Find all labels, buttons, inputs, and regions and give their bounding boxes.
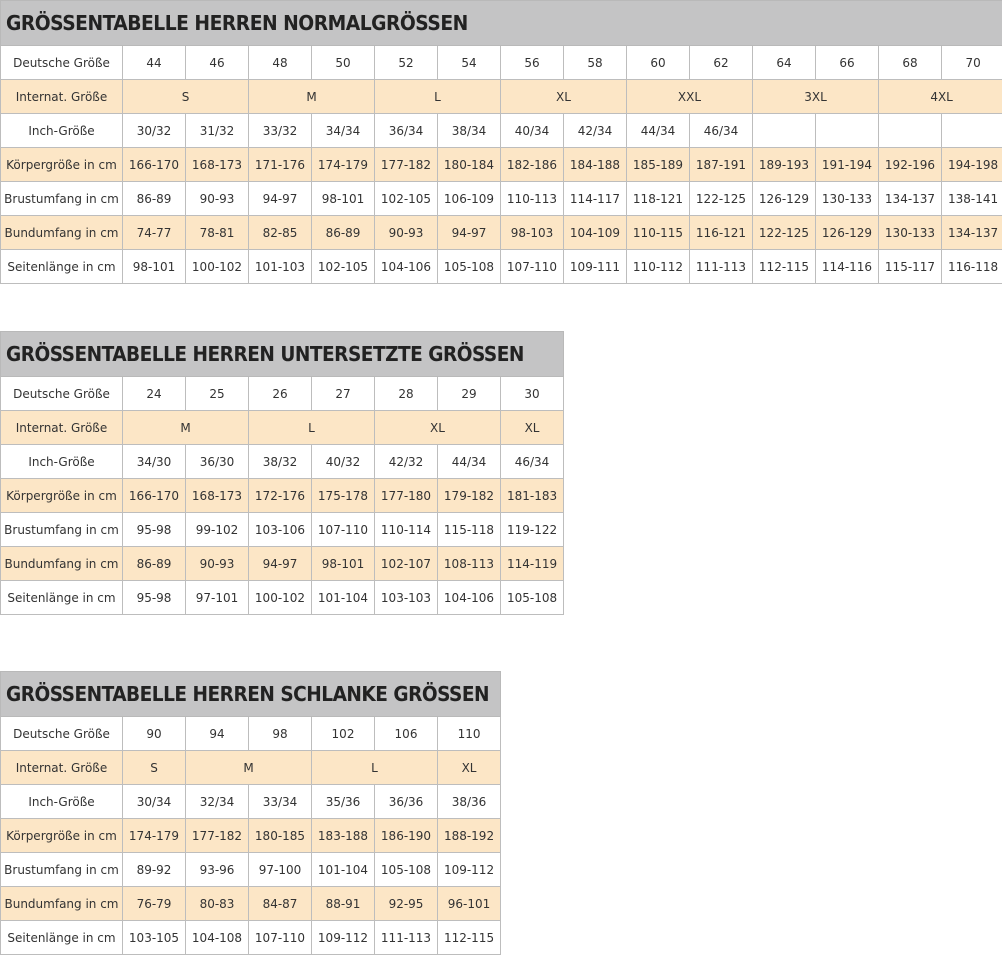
table-cell: 100-102 <box>249 581 312 615</box>
table-cell: 188-192 <box>438 819 501 853</box>
table-cell: 33/32 <box>249 114 312 148</box>
table-cell: 24 <box>123 377 186 411</box>
table-row <box>1 717 501 751</box>
table-row <box>1 377 564 411</box>
table-row <box>1 411 564 445</box>
table-cell: 109-112 <box>312 921 375 955</box>
table-cell: 104-106 <box>438 581 501 615</box>
table-cell: 32/34 <box>186 785 249 819</box>
table-cell: L <box>249 411 375 445</box>
table-cell: 89-92 <box>123 853 186 887</box>
table-cell: 94-97 <box>249 547 312 581</box>
table-cell: 94 <box>186 717 249 751</box>
table-cell: 186-190 <box>375 819 438 853</box>
table-cell: 102 <box>312 717 375 751</box>
table-cell: 84-87 <box>249 887 312 921</box>
table-cell: 192-196 <box>879 148 942 182</box>
table-cell: 119-122 <box>501 513 564 547</box>
table-cell: 98-101 <box>123 250 186 284</box>
table-cell: 62 <box>690 46 753 80</box>
table-cell: 114-119 <box>501 547 564 581</box>
row-label: Inch-Größe <box>1 114 123 148</box>
table-cell <box>753 114 816 148</box>
table-cell: 38/36 <box>438 785 501 819</box>
table-cell: 95-98 <box>123 513 186 547</box>
table-cell: 116-118 <box>942 250 1002 284</box>
table-cell: 187-191 <box>690 148 753 182</box>
table-cell: 86-89 <box>123 182 186 216</box>
table-cell: 189-193 <box>753 148 816 182</box>
table-cell: 112-115 <box>753 250 816 284</box>
row-label: Internat. Größe <box>1 80 123 114</box>
table-cell: 60 <box>627 46 690 80</box>
row-label: Internat. Größe <box>1 411 123 445</box>
table-cell: 82-85 <box>249 216 312 250</box>
table-row <box>1 479 564 513</box>
row-label: Seitenlänge in cm <box>1 250 123 284</box>
table-cell: 103-106 <box>249 513 312 547</box>
table-cell: 36/34 <box>375 114 438 148</box>
table-cell: 116-121 <box>690 216 753 250</box>
table-row <box>1 853 501 887</box>
table-cell: 177-182 <box>375 148 438 182</box>
table-cell: M <box>186 751 312 785</box>
table-row <box>1 921 501 955</box>
table-cell: M <box>123 411 249 445</box>
table-cell: 110 <box>438 717 501 751</box>
table-cell: 102-105 <box>375 182 438 216</box>
table-cell: 54 <box>438 46 501 80</box>
table-cell: 48 <box>249 46 312 80</box>
size-table-normal <box>0 0 1002 284</box>
table-cell: 179-182 <box>438 479 501 513</box>
table-cell: 98-101 <box>312 547 375 581</box>
table-cell: 130-133 <box>879 216 942 250</box>
table-row <box>1 785 501 819</box>
size-table-untersetzt <box>0 331 564 615</box>
table-cell: XL <box>375 411 501 445</box>
table-cell: 3XL <box>753 80 879 114</box>
table-cell: 99-102 <box>186 513 249 547</box>
table-cell: 42/32 <box>375 445 438 479</box>
table-cell: 90-93 <box>186 547 249 581</box>
table-cell: 98-103 <box>501 216 564 250</box>
row-label: Bundumfang in cm <box>1 216 123 250</box>
table-row <box>1 250 1002 284</box>
table-cell: 36/36 <box>375 785 438 819</box>
table-cell: XL <box>501 411 564 445</box>
table-cell: XL <box>438 751 501 785</box>
table-cell: 34/34 <box>312 114 375 148</box>
table-cell: 171-176 <box>249 148 312 182</box>
table-cell: 86-89 <box>123 547 186 581</box>
table-cell: 109-112 <box>438 853 501 887</box>
table-cell: 134-137 <box>942 216 1002 250</box>
table-cell: 40/32 <box>312 445 375 479</box>
table-cell: 42/34 <box>564 114 627 148</box>
table-cell: 68 <box>879 46 942 80</box>
table-cell: 114-117 <box>564 182 627 216</box>
table-cell: 172-176 <box>249 479 312 513</box>
table-cell: 52 <box>375 46 438 80</box>
table-row <box>1 581 564 615</box>
table-cell <box>816 114 879 148</box>
table-cell: 134-137 <box>879 182 942 216</box>
table-cell: 96-101 <box>438 887 501 921</box>
table-cell: 93-96 <box>186 853 249 887</box>
table-cell: 90 <box>123 717 186 751</box>
table-cell: XL <box>501 80 627 114</box>
table-cell: 44/34 <box>438 445 501 479</box>
table-cell: 98 <box>249 717 312 751</box>
row-label: Brustumfang in cm <box>1 182 123 216</box>
table-cell: 104-109 <box>564 216 627 250</box>
table-cell: 101-104 <box>312 853 375 887</box>
table-cell: 44 <box>123 46 186 80</box>
table-cell: 107-110 <box>312 513 375 547</box>
table-cell: 27 <box>312 377 375 411</box>
table-cell: 28 <box>375 377 438 411</box>
table-row <box>1 182 1002 216</box>
table-cell: 36/30 <box>186 445 249 479</box>
table-cell: 105-108 <box>501 581 564 615</box>
table-cell: 80-83 <box>186 887 249 921</box>
table-cell: 174-179 <box>123 819 186 853</box>
row-label: Deutsche Größe <box>1 46 123 80</box>
table-cell: 66 <box>816 46 879 80</box>
table-cell: 50 <box>312 46 375 80</box>
table-cell <box>942 114 1002 148</box>
table-cell: 106 <box>375 717 438 751</box>
table-cell: 185-189 <box>627 148 690 182</box>
row-label: Seitenlänge in cm <box>1 921 123 955</box>
table-cell: 56 <box>501 46 564 80</box>
table-cell: 4XL <box>879 80 1002 114</box>
table-cell: 46/34 <box>501 445 564 479</box>
table-cell: 102-107 <box>375 547 438 581</box>
table-cell: 40/34 <box>501 114 564 148</box>
table-row <box>1 216 1002 250</box>
table-cell: S <box>123 751 186 785</box>
table-cell: XXL <box>627 80 753 114</box>
table-cell: 168-173 <box>186 479 249 513</box>
table-row <box>1 445 564 479</box>
table-cell: 46 <box>186 46 249 80</box>
table-cell: 103-103 <box>375 581 438 615</box>
table-cell: 111-113 <box>690 250 753 284</box>
table-cell: 31/32 <box>186 114 249 148</box>
table-cell: 34/30 <box>123 445 186 479</box>
row-label: Brustumfang in cm <box>1 853 123 887</box>
table-row <box>1 547 564 581</box>
row-label: Bundumfang in cm <box>1 887 123 921</box>
table-cell: 97-101 <box>186 581 249 615</box>
table-cell: 97-100 <box>249 853 312 887</box>
table-cell: 38/32 <box>249 445 312 479</box>
table-cell: 107-110 <box>501 250 564 284</box>
table-cell: 26 <box>249 377 312 411</box>
table-cell: L <box>312 751 438 785</box>
table-cell: 90-93 <box>186 182 249 216</box>
row-label: Brustumfang in cm <box>1 513 123 547</box>
table-row <box>1 114 1002 148</box>
table-row <box>1 80 1002 114</box>
table-cell: 130-133 <box>816 182 879 216</box>
table-cell: 109-111 <box>564 250 627 284</box>
table-cell: 46/34 <box>690 114 753 148</box>
table-cell: 184-188 <box>564 148 627 182</box>
table-cell: 122-125 <box>753 216 816 250</box>
table-cell: 33/34 <box>249 785 312 819</box>
table-cell: 166-170 <box>123 479 186 513</box>
table-cell: 118-121 <box>627 182 690 216</box>
row-label: Bundumfang in cm <box>1 547 123 581</box>
table-cell: 90-93 <box>375 216 438 250</box>
table-cell: 105-108 <box>375 853 438 887</box>
table-cell: 110-113 <box>501 182 564 216</box>
row-label: Internat. Größe <box>1 751 123 785</box>
table-cell: 86-89 <box>312 216 375 250</box>
table-cell: 105-108 <box>438 250 501 284</box>
table-cell: 44/34 <box>627 114 690 148</box>
table-cell: 106-109 <box>438 182 501 216</box>
table-cell: 92-95 <box>375 887 438 921</box>
table-cell: 104-108 <box>186 921 249 955</box>
row-label: Deutsche Größe <box>1 377 123 411</box>
table-cell: 166-170 <box>123 148 186 182</box>
table-cell: 168-173 <box>186 148 249 182</box>
table-cell <box>879 114 942 148</box>
table-cell: 126-129 <box>753 182 816 216</box>
table-cell: 95-98 <box>123 581 186 615</box>
table-cell: 183-188 <box>312 819 375 853</box>
row-label: Körpergröße in cm <box>1 148 123 182</box>
table-cell: 108-113 <box>438 547 501 581</box>
table-cell: 107-110 <box>249 921 312 955</box>
table-title: GRÖSSENTABELLE HERREN NORMALGRÖSSEN <box>1 1 1002 46</box>
table-cell: 70 <box>942 46 1002 80</box>
table-cell: 110-112 <box>627 250 690 284</box>
table-cell: 30 <box>501 377 564 411</box>
table-row <box>1 751 501 785</box>
table-cell: 76-79 <box>123 887 186 921</box>
table-cell: 174-179 <box>312 148 375 182</box>
table-cell: 100-102 <box>186 250 249 284</box>
table-cell: 98-101 <box>312 182 375 216</box>
table-title: GRÖSSENTABELLE HERREN UNTERSETZTE GRÖSSEN <box>1 332 564 377</box>
table-cell: L <box>375 80 501 114</box>
table-cell: 30/32 <box>123 114 186 148</box>
table-cell: 94-97 <box>438 216 501 250</box>
row-label: Körpergröße in cm <box>1 479 123 513</box>
table-cell: 177-182 <box>186 819 249 853</box>
table-cell: 175-178 <box>312 479 375 513</box>
table-cell: 191-194 <box>816 148 879 182</box>
table-cell: 94-97 <box>249 182 312 216</box>
table-cell: 114-116 <box>816 250 879 284</box>
table-cell: 112-115 <box>438 921 501 955</box>
row-label: Inch-Größe <box>1 445 123 479</box>
table-title: GRÖSSENTABELLE HERREN SCHLANKE GRÖSSEN <box>1 672 501 717</box>
table-cell: 101-104 <box>312 581 375 615</box>
table-cell: 194-198 <box>942 148 1002 182</box>
size-table-schlank <box>0 671 501 955</box>
table-cell: 126-129 <box>816 216 879 250</box>
table-cell: 115-117 <box>879 250 942 284</box>
table-cell: 110-115 <box>627 216 690 250</box>
table-cell: 115-118 <box>438 513 501 547</box>
table-cell: 78-81 <box>186 216 249 250</box>
table-cell: 29 <box>438 377 501 411</box>
row-label: Deutsche Größe <box>1 717 123 751</box>
table-row <box>1 148 1002 182</box>
table-cell: 74-77 <box>123 216 186 250</box>
table-row <box>1 887 501 921</box>
table-cell: 182-186 <box>501 148 564 182</box>
table-cell: 180-185 <box>249 819 312 853</box>
table-cell: 35/36 <box>312 785 375 819</box>
table-cell: 138-141 <box>942 182 1002 216</box>
table-cell: S <box>123 80 249 114</box>
table-cell: M <box>249 80 375 114</box>
table-cell: 25 <box>186 377 249 411</box>
table-cell: 110-114 <box>375 513 438 547</box>
table-cell: 181-183 <box>501 479 564 513</box>
table-cell: 88-91 <box>312 887 375 921</box>
table-cell: 180-184 <box>438 148 501 182</box>
row-label: Inch-Größe <box>1 785 123 819</box>
table-cell: 111-113 <box>375 921 438 955</box>
table-cell: 102-105 <box>312 250 375 284</box>
row-label: Körpergröße in cm <box>1 819 123 853</box>
table-row <box>1 513 564 547</box>
table-cell: 101-103 <box>249 250 312 284</box>
table-cell: 64 <box>753 46 816 80</box>
table-cell: 38/34 <box>438 114 501 148</box>
row-label: Seitenlänge in cm <box>1 581 123 615</box>
table-cell: 104-106 <box>375 250 438 284</box>
table-cell: 122-125 <box>690 182 753 216</box>
table-row <box>1 46 1002 80</box>
table-cell: 103-105 <box>123 921 186 955</box>
table-cell: 58 <box>564 46 627 80</box>
table-cell: 30/34 <box>123 785 186 819</box>
table-cell: 177-180 <box>375 479 438 513</box>
table-row <box>1 819 501 853</box>
